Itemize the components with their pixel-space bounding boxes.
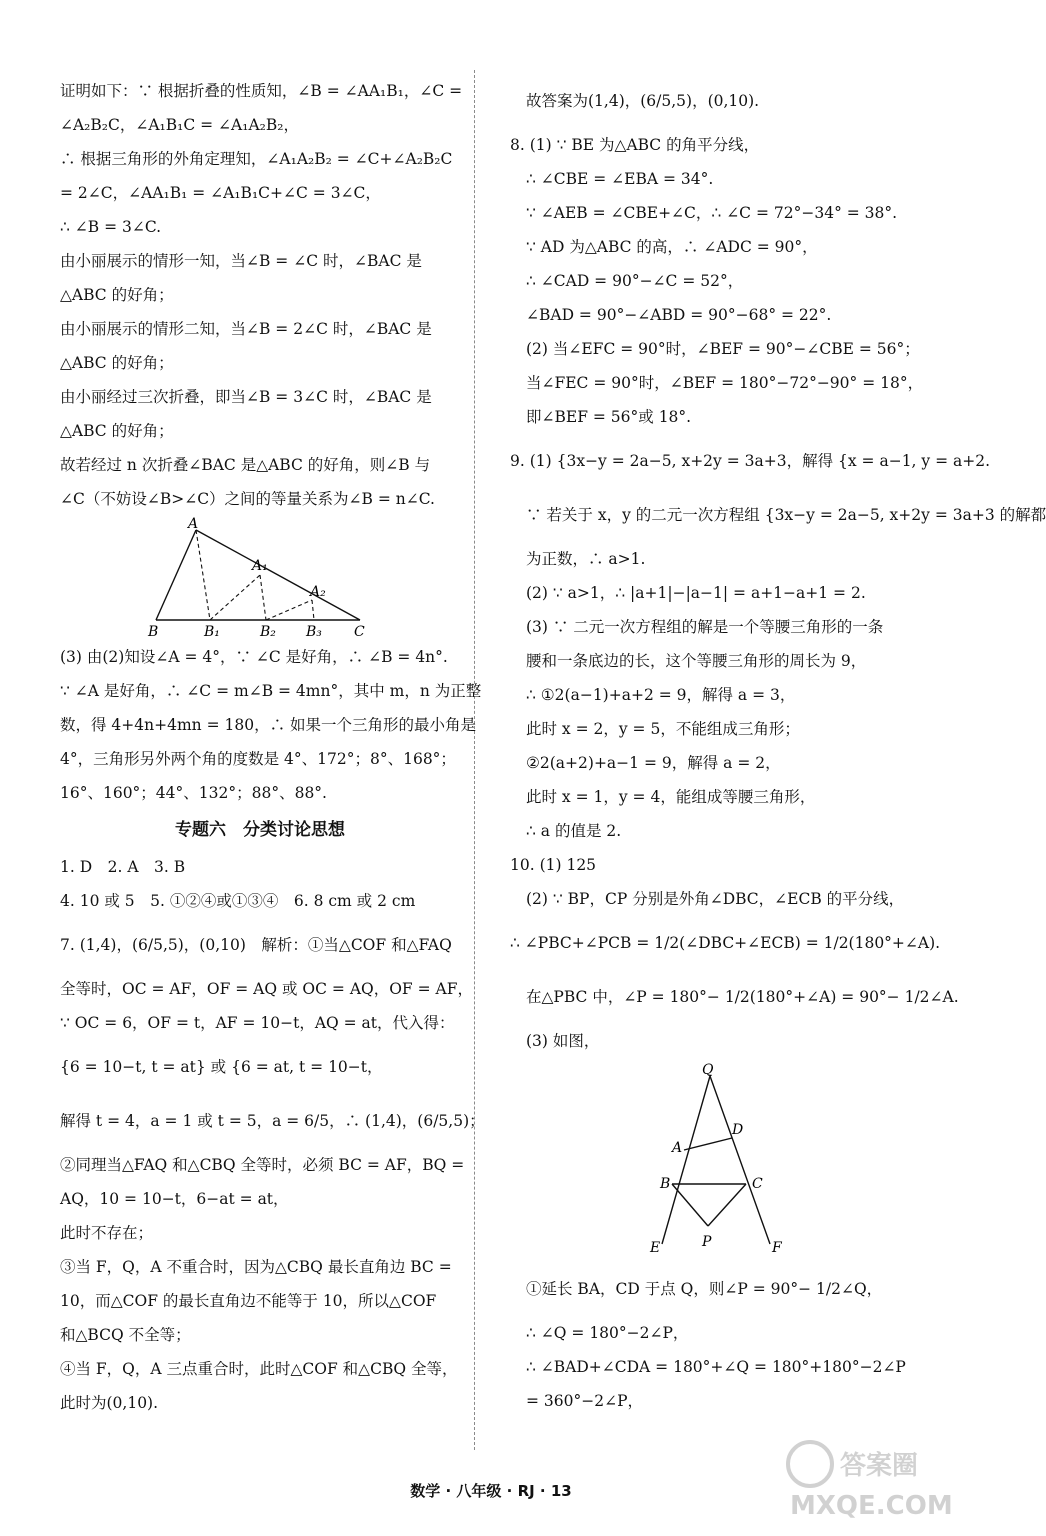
text-line: ∴ ∠B = 3∠C. — [60, 218, 162, 236]
fig1-label-B1: B₁ — [204, 624, 220, 640]
fig2-label-P: P — [702, 1234, 712, 1250]
angle-bisector-figure — [510, 1062, 930, 1258]
equation-system: ∵ 若关于 x，y 的二元一次方程组 {3x−y = 2a−5, x+2y = 3a+3 的解都 — [526, 506, 1046, 524]
text-line: ∠A₂B₂C，∠A₁B₁C = ∠A₁A₂B₂， — [60, 116, 299, 134]
fig2-label-A: A — [672, 1140, 683, 1156]
text-line: 和△BCQ 不全等； — [60, 1326, 191, 1344]
equation-system: 9. (1) {3x−y = 2a−5, x+2y = 3a+3，解得 {x = a−1, y = a+2. — [510, 452, 991, 470]
text-line: ∵ ∠AEB = ∠CBE+∠C，∴ ∠C = 72°−34° = 38°. — [526, 204, 898, 222]
right-column — [510, 74, 1046, 1418]
text-line: = 360°−2∠P， — [526, 1392, 644, 1410]
text-line: 全等时，OC = AF，OF = AQ 或 OC = AQ，OF = AF， — [60, 980, 473, 998]
text-line: △ABC 的好角； — [60, 286, 174, 304]
text-line: ②同理当△FAQ 和△CBQ 全等时，必须 BC = AF，BQ = — [60, 1156, 465, 1174]
text-line: ∵ ∠A 是好角，∴ ∠C = m∠B = 4mn°，其中 m，n 为正整 — [60, 682, 482, 700]
text-line: = 2∠C，∠AA₁B₁ = ∠A₁B₁C+∠C = 3∠C， — [60, 184, 381, 202]
watermark-logo — [780, 1429, 970, 1524]
answer-line: 4. 10 或 5 5. ①②④或①③④ 6. 8 cm 或 2 cm — [60, 892, 416, 910]
text-line: ∴ ∠CAD = 90°−∠C = 52°， — [526, 272, 744, 290]
text-line: (3) 由(2)知设∠A = 4°，∵ ∠C 是好角，∴ ∠B = 4n°. — [60, 648, 448, 666]
watermark-line1: 答案圈 — [840, 1451, 919, 1481]
text-line: (3) 如图， — [526, 1032, 600, 1050]
folding-triangle-figure — [60, 516, 460, 640]
text-line: ∴ a 的值是 2. — [526, 822, 622, 840]
text-line: ①延长 BA，CD 于点 Q，则∠P = 90°− 1/2∠Q， — [526, 1280, 883, 1298]
text-line: (2) 当∠EFC = 90°时，∠BEF = 90°−∠CBE = 56°； — [526, 340, 920, 358]
text-line: 腰和一条底边的长，这个等腰三角形的周长为 9， — [526, 652, 867, 670]
equation-system: {6 = 10−t, t = at} 或 {6 = at, t = 10−t， — [60, 1058, 383, 1076]
text-line: 此时 x = 2，y = 5，不能组成三角形； — [526, 720, 800, 738]
text-line: ∠C（不妨设∠B>∠C）之间的等量关系为∠B = n∠C. — [60, 490, 435, 508]
text-line: 即∠BEF = 56°或 18°. — [526, 408, 692, 426]
text-line: 10. (1) 125 — [510, 856, 597, 874]
fig1-label-B: B — [148, 624, 159, 640]
text-line: ③当 F，Q，A 不重合时，因为△CBQ 最长直角边 BC = — [60, 1258, 452, 1276]
fig1-label-B3: B₃ — [306, 624, 322, 640]
watermark-line2: MXQE.COM — [790, 1491, 953, 1521]
fig1-label-A1: A₁ — [252, 558, 268, 574]
fig1-label-C: C — [354, 624, 365, 640]
text-line: 当∠FEC = 90°时，∠BEF = 180°−72°−90° = 18°， — [526, 374, 924, 392]
text-line: △ABC 的好角； — [60, 422, 174, 440]
text-line: 由小丽展示的情形一知，当∠B = ∠C 时，∠BAC 是 — [60, 252, 422, 270]
fig2-label-E: E — [650, 1240, 661, 1256]
text-line: 4°，三角形另外两个角的度数是 4°、172°；8°、168°； — [60, 750, 456, 768]
text-line: 此时不存在； — [60, 1224, 154, 1242]
text-line: 数，得 4+4n+4mn = 180，∴ 如果一个三角形的最小角是 — [60, 716, 477, 734]
fig2-label-C: C — [752, 1176, 763, 1192]
fig2-label-F: F — [772, 1240, 782, 1256]
text-line: 为正数，∴ a>1. — [526, 550, 646, 568]
text-line: 解得 t = 4，a = 1 或 t = 5，a = 6/5，∴ (1,4)，(6/5,5)； — [60, 1112, 485, 1130]
text-line: 故若经过 n 次折叠∠BAC 是△ABC 的好角，则∠B 与 — [60, 456, 431, 474]
text-line: AQ，10 = 10−t，6−at = at， — [60, 1190, 289, 1208]
text-line: 由小丽经过三次折叠，即当∠B = 3∠C 时，∠BAC 是 — [60, 388, 432, 406]
text-line: ∴ ①2(a−1)+a+2 = 9，解得 a = 3， — [526, 686, 796, 704]
text-line: ②2(a+2)+a−1 = 9，解得 a = 2， — [526, 754, 781, 772]
fig1-label-A2: A₂ — [310, 584, 326, 600]
text-line: 此时为(0,10). — [60, 1394, 159, 1412]
text-line: (3) ∵ 二元一次方程组的解是一个等腰三角形的一条 — [526, 618, 884, 636]
text-line: 由小丽展示的情形二知，当∠B = 2∠C 时，∠BAC 是 — [60, 320, 432, 338]
fig1-label-B2: B₂ — [260, 624, 276, 640]
text-line: ④当 F，Q，A 三点重合时，此时△COF 和△CBQ 全等， — [60, 1360, 458, 1378]
text-line: ∴ ∠BAD+∠CDA = 180°+∠Q = 180°+180°−2∠P — [526, 1358, 906, 1376]
text-line: 证明如下：∵ 根据折叠的性质知，∠B = ∠AA₁B₁，∠C = — [60, 82, 463, 100]
text-line: 此时 x = 1，y = 4，能组成等腰三角形， — [526, 788, 816, 806]
section-title: 专题六 分类讨论思想 — [175, 820, 345, 840]
text-line: 7. (1,4)，(6/5,5)，(0,10) 解析：①当△COF 和△FAQ — [60, 936, 452, 954]
text-line: ∠BAD = 90°−∠ABD = 90°−68° = 22°. — [526, 306, 832, 324]
text-line: ∵ OC = 6，OF = t，AF = 10−t，AQ = at，代入得： — [60, 1014, 455, 1032]
text-line: (2) ∵ BP，CP 分别是外角∠DBC，∠ECB 的平分线， — [526, 890, 905, 908]
text-line: ∵ AD 为△ABC 的高，∴ ∠ADC = 90°， — [526, 238, 818, 256]
text-line: 在△PBC 中，∠P = 180°− 1/2(180°+∠A) = 90°− 1/2∠A. — [526, 988, 959, 1006]
text-line: ∴ 根据三角形的外角定理知，∠A₁A₂B₂ = ∠C+∠A₂B₂C — [60, 150, 453, 168]
text-line: 16°、160°；44°、132°；88°、88°. — [60, 784, 327, 802]
text-line: ∴ ∠PBC+∠PCB = 1/2(∠DBC+∠ECB) = 1/2(180°+∠A). — [510, 934, 941, 952]
text-line: ∴ ∠CBE = ∠EBA = 34°. — [526, 170, 714, 188]
answer-line: 1. D 2. A 3. B — [60, 858, 186, 876]
text-line: 8. (1) ∵ BE 为△ABC 的角平分线， — [510, 136, 760, 154]
column-divider — [474, 70, 475, 1450]
left-column — [60, 74, 485, 1420]
page-footer: 数学 · 八年级 · RJ · 13 — [410, 1482, 572, 1500]
text-line: ∴ ∠Q = 180°−2∠P， — [526, 1324, 689, 1342]
text-line: 故答案为(1,4)，(6/5,5)，(0,10). — [526, 92, 760, 110]
text-line: △ABC 的好角； — [60, 354, 174, 372]
fig2-label-D: D — [732, 1122, 744, 1138]
fig2-label-B: B — [660, 1176, 671, 1192]
text-line: 10，而△COF 的最长直角边不能等于 10，所以△COF — [60, 1292, 437, 1310]
fig2-label-Q: Q — [702, 1062, 714, 1078]
text-line: (2) ∵ a>1，∴ |a+1|−|a−1| = a+1−a+1 = 2. — [526, 584, 866, 602]
fig1-label-A: A — [188, 516, 199, 532]
